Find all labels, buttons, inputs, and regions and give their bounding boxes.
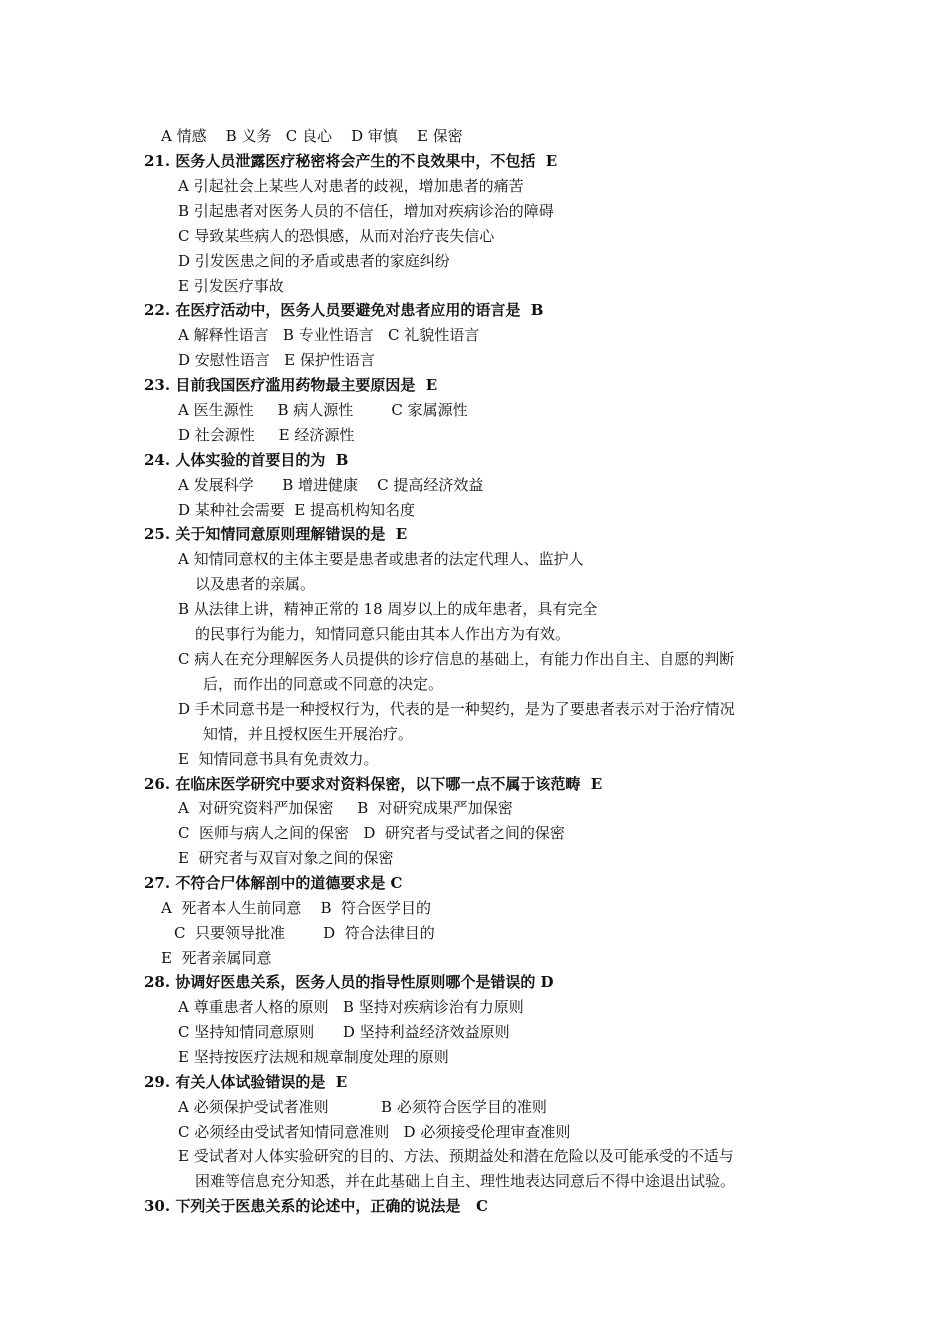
question-21: 21. 医务人员泄露医疗秘密将会产生的不良效果中，不包括 E (144, 152, 558, 170)
option-line: A 引起社会上某些人对患者的歧视，增加患者的痛苦 (178, 177, 524, 195)
option-line: E 受试者对人体实验研究的目的、方法、预期益处和潜在危险以及可能承受的不适与 (178, 1147, 734, 1165)
option-line: E 坚持按医疗法规和规章制度处理的原则 (178, 1048, 449, 1066)
option-line: A 尊重患者人格的原则 B 坚持对疾病诊治有力原则 (178, 998, 524, 1016)
option-line: B 从法律上讲，精神正常的 18 周岁以上的成年患者，具有完全 (178, 600, 598, 618)
option-line: E 知情同意书具有免责效力。 (178, 750, 379, 768)
question-22: 22. 在医疗活动中，医务人员要避免对患者应用的语言是 B (144, 301, 544, 319)
question-30: 30. 下列关于医患关系的论述中，正确的说法是 C (144, 1197, 488, 1215)
option-line: B 引起患者对医务人员的不信任，增加对疾病诊治的障碍 (178, 202, 554, 220)
option-line: A 知情同意权的主体主要是患者或患者的法定代理人、监护人 (178, 550, 584, 568)
question-25: 25. 关于知情同意原则理解错误的是 E (144, 525, 408, 543)
option-line: A 解释性语言 B 专业性语言 C 礼貌性语言 (178, 326, 480, 344)
option-line: C 导致某些病人的恐惧感，从而对治疗丧失信心 (178, 227, 495, 245)
option-line: A 必须保护受试者准则 B 必须符合医学目的准则 (178, 1098, 547, 1116)
question-24: 24. 人体实验的首要目的为 B (144, 451, 349, 469)
option-line: C 只要领导批准 D 符合法律目的 (174, 924, 435, 942)
option-line: D 引发医患之间的矛盾或患者的家庭纠纷 (178, 252, 450, 270)
option-continuation: 困难等信息充分知悉，并在此基础上自主、理性地表达同意后不得中途退出试验。 (195, 1172, 736, 1190)
option-line: C 医师与病人之间的保密 D 研究者与受试者之间的保密 (178, 824, 565, 842)
question-28: 28. 协调好医患关系，医务人员的指导性原则哪个是错误的 D (144, 973, 554, 991)
question-29: 29. 有关人体试验错误的是 E (144, 1073, 348, 1091)
option-line: E 研究者与双盲对象之间的保密 (178, 849, 394, 867)
option-line: C 必须经由受试者知情同意准则 D 必须接受伦理审查准则 (178, 1123, 571, 1141)
option-continuation: 以及患者的亲属。 (195, 575, 316, 593)
option-line: E 死者亲属同意 (161, 949, 272, 967)
option-line: D 手术同意书是一种授权行为，代表的是一种契约，是为了要患者表示对于治疗情况 (178, 700, 735, 718)
question-26: 26. 在临床医学研究中要求对资料保密，以下哪一点不属于该范畴 E (144, 775, 603, 793)
option-line: D 安慰性语言 E 保护性语言 (178, 351, 375, 369)
option-continuation: 的民事行为能力，知情同意只能由其本人作出方为有效。 (195, 625, 571, 643)
option-line: A 情感 B 义务 C 良心 D 审慎 E 保密 (161, 127, 463, 145)
option-line: E 引发医疗事故 (178, 277, 284, 295)
question-27: 27. 不符合尸体解剖中的道德要求是 C (144, 874, 403, 892)
option-line: C 坚持知情同意原则 D 坚持利益经济效益原则 (178, 1023, 510, 1041)
option-line: A 对研究资料严加保密 B 对研究成果严加保密 (178, 799, 513, 817)
option-line: D 社会源性 E 经济源性 (178, 426, 355, 444)
option-line: A 死者本人生前同意 B 符合医学目的 (161, 899, 432, 917)
option-continuation: 知情，并且授权医生开展治疗。 (203, 725, 414, 743)
option-continuation: 后，而作出的同意或不同意的决定。 (203, 675, 444, 693)
option-line: A 医生源性 B 病人源性 C 家属源性 (178, 401, 468, 419)
option-line: A 发展科学 B 增进健康 C 提高经济效益 (178, 476, 484, 494)
option-line: D 某种社会需要 E 提高机构知名度 (178, 501, 416, 519)
question-23: 23. 目前我国医疗滥用药物最主要原因是 E (144, 376, 438, 394)
option-line: C 病人在充分理解医务人员提供的诊疗信息的基础上，有能力作出自主、自愿的判断 (178, 650, 735, 668)
